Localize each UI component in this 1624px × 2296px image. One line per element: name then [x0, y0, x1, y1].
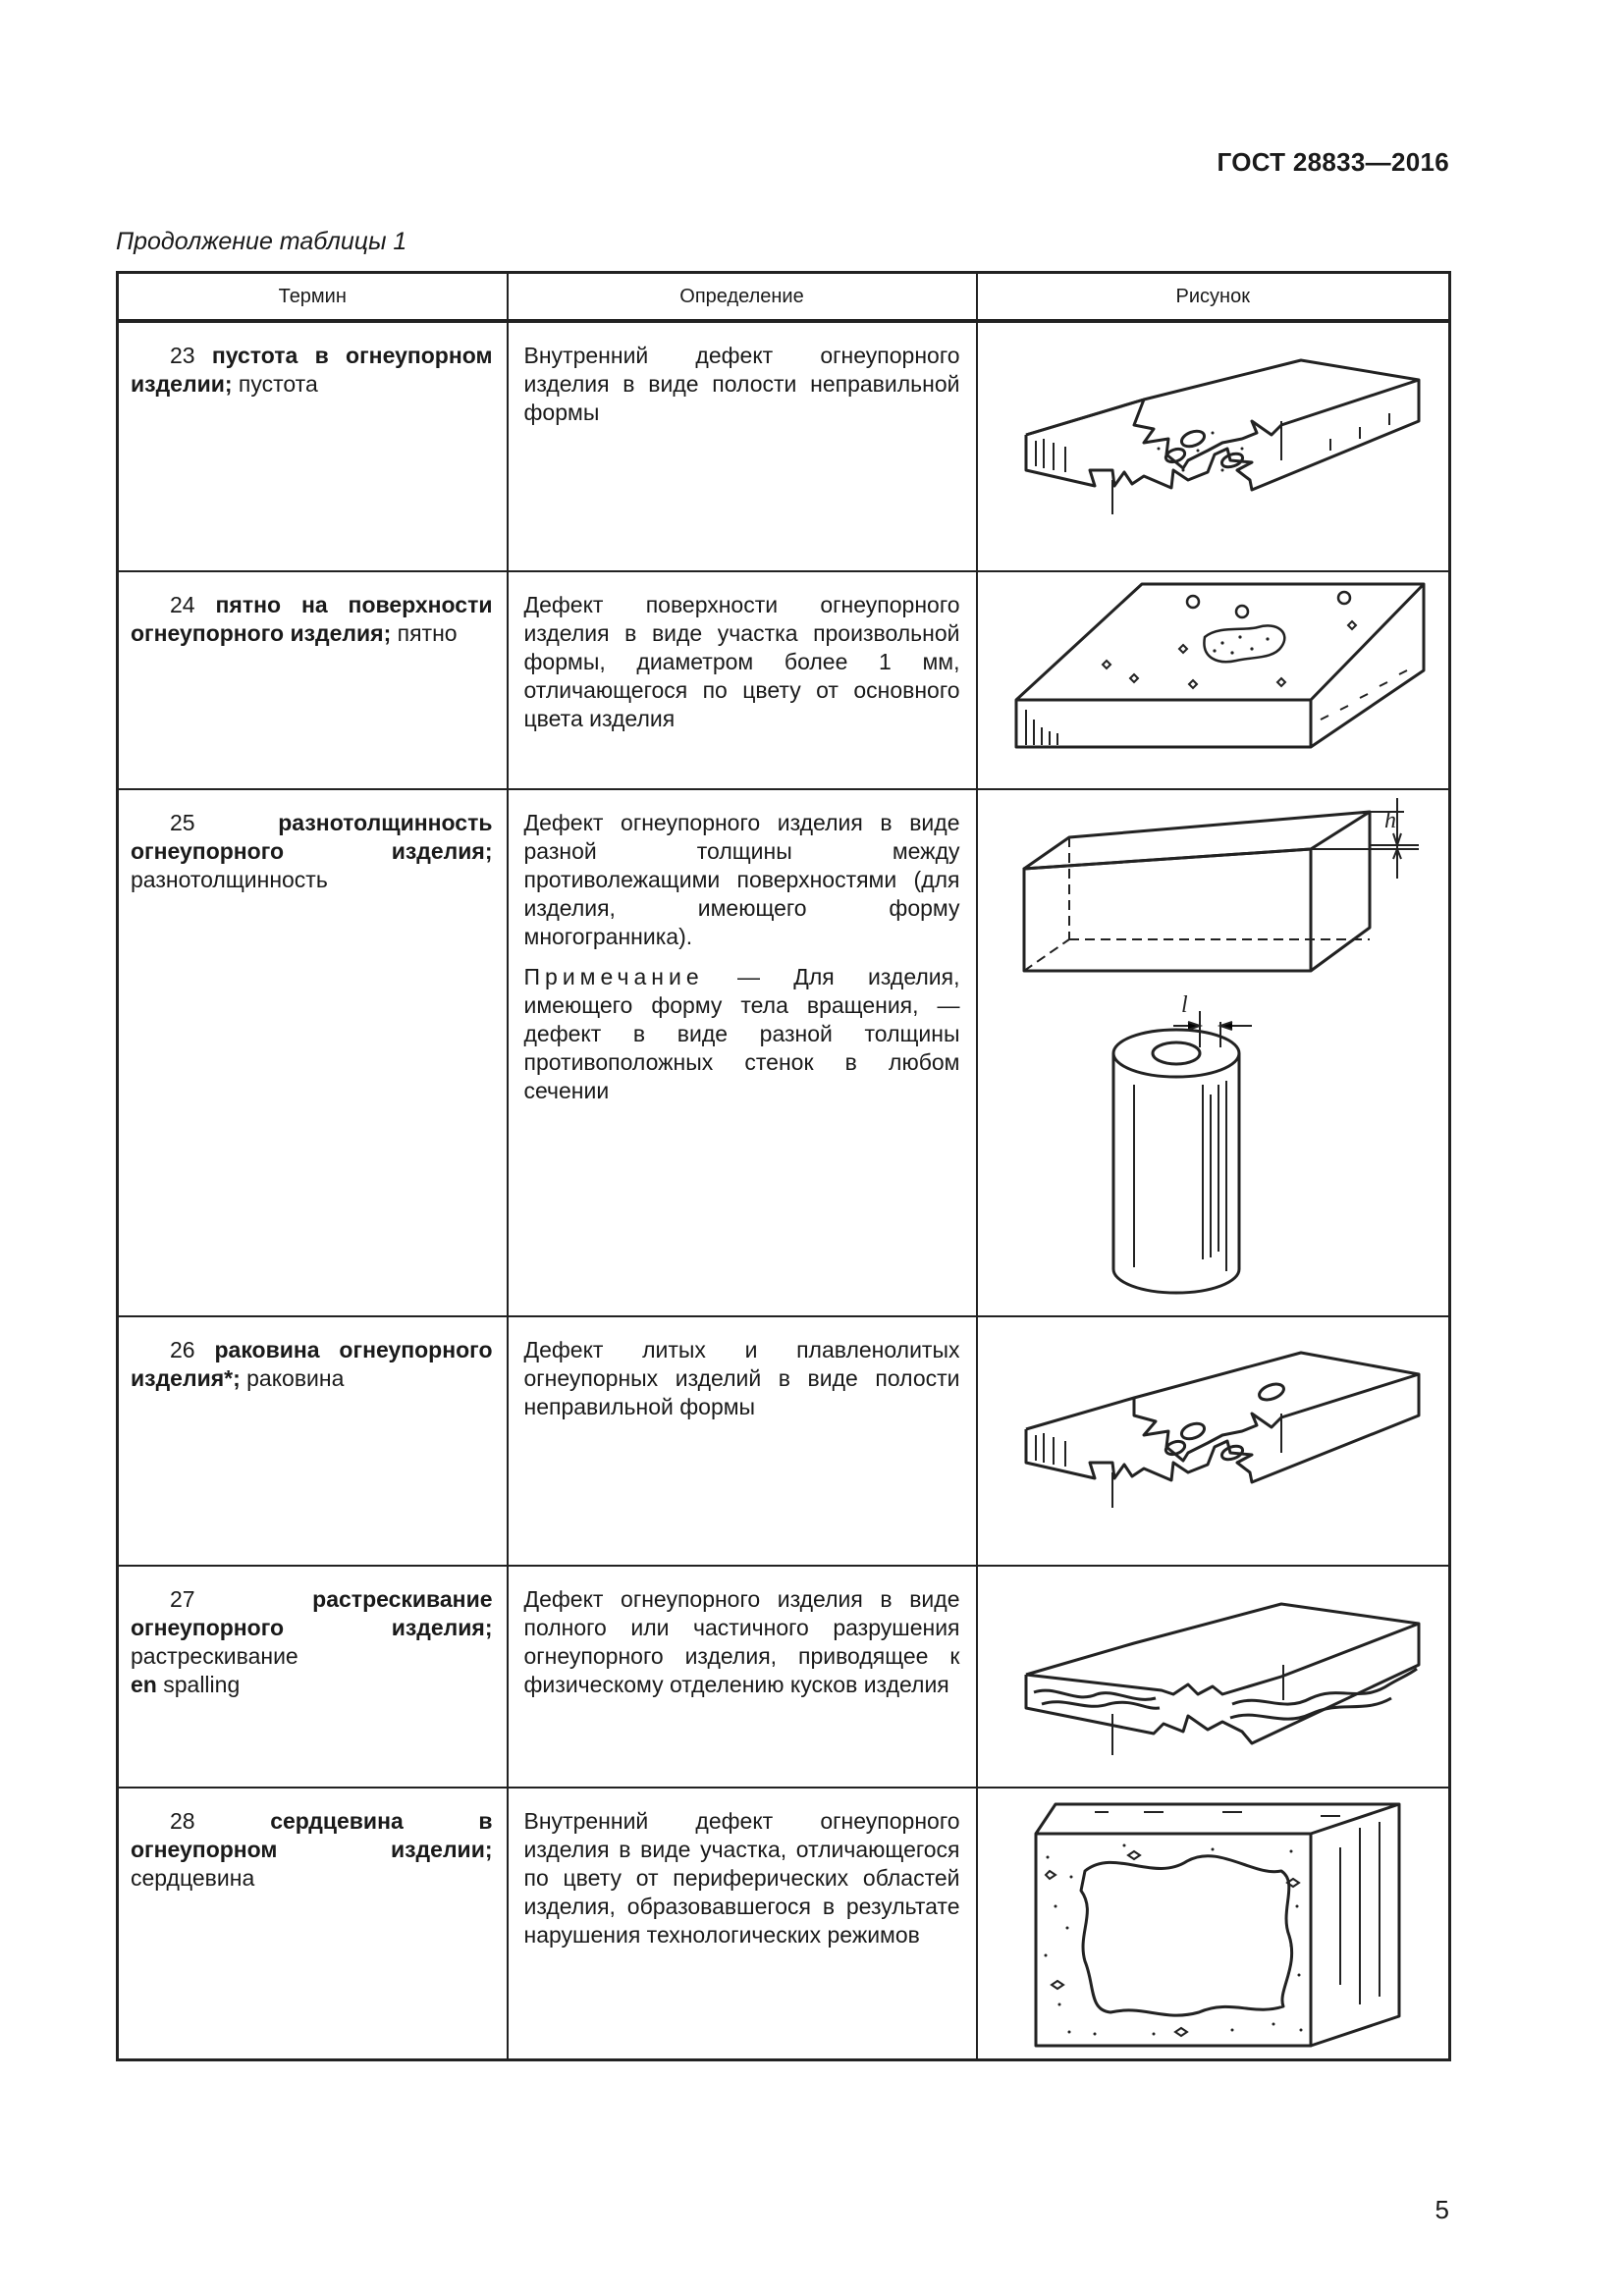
term-bold: пустота в огнеупорном изделии; [131, 343, 493, 397]
definition-cell [508, 321, 977, 571]
term-cell [118, 571, 508, 789]
term-number: 28 [170, 1808, 195, 1834]
definition-text: Внутренний дефект огнеупорного изделия в виде полости неправильной формы [523, 343, 960, 425]
dimension-l-label: l [1181, 992, 1188, 1018]
thickness-variation-icon [987, 790, 1438, 1301]
terms-table [116, 271, 1451, 2061]
term-bold: пятно на поверхности огнеупорного изделия; [131, 592, 493, 646]
column-header-definition: Определение [508, 273, 977, 322]
term-cell [118, 321, 508, 571]
term-bold: раковина огнеупорного изделия*; [131, 1337, 493, 1391]
term-number: 23 [170, 343, 195, 368]
column-header-term: Термин [118, 273, 508, 322]
term-number: 24 [170, 592, 195, 617]
term-bold: сердцевина в огнеупорном изделии; [131, 1808, 493, 1862]
definition-text: Дефект литых и плавленолитых огнеупорных изделий в виде полости неправильной формы [523, 1337, 960, 1419]
table-caption: Продолжение таблицы 1 [116, 228, 407, 255]
definition-cell [508, 1316, 977, 1566]
page-number: 5 [1435, 2195, 1449, 2224]
table-row [118, 789, 1450, 1316]
table-row [118, 1316, 1450, 1566]
note-text: — Для изделия, имеющего форму тела вращения, — дефект в виде разной толщины противоположных стенок в любом сечении [523, 964, 960, 1103]
definition-text: Дефект огнеупорного изделия в виде разной толщины между противолежащими поверхностями (для изделия, имеющего форму многогранника). [523, 810, 960, 949]
definition-cell [508, 1788, 977, 2059]
term-cell [118, 1316, 508, 1566]
term-cell [118, 1566, 508, 1788]
en-term: spalling [163, 1672, 241, 1697]
brick-cavity-icon [987, 1317, 1438, 1563]
term-synonym: разнотолщинность [131, 867, 328, 892]
figure-cell [977, 789, 1450, 1316]
brick-stain-icon [987, 572, 1438, 786]
table-row [118, 1566, 1450, 1788]
term-number: 27 [170, 1586, 195, 1612]
term-cell [118, 1788, 508, 2059]
term-bold: разнотолщинность огнеупорного изделия; [131, 810, 493, 864]
definition-text: Дефект огнеупорного изделия в виде полного или частичного разрушения огнеупорного изделия, приводящее к физическому отделению кусков изделия [523, 1586, 960, 1697]
term-cell [118, 789, 508, 1316]
dimension-h-label: h [1384, 808, 1397, 833]
definition-note [524, 963, 960, 1105]
brick-void-icon [987, 323, 1438, 569]
table-row [118, 571, 1450, 789]
figure-cell [977, 1566, 1450, 1788]
table-row [118, 321, 1450, 571]
standard-code: ГОСТ 28833—2016 [1217, 147, 1449, 177]
term-synonym: раковина [240, 1365, 345, 1391]
figure-cell [977, 321, 1450, 571]
term-synonym: пустота [232, 371, 318, 397]
definition-text: Внутренний дефект огнеупорного изделия в виде участка, отличающегося по цвету от периферических областей изделия, образовавшегося в результате нарушения технологических режимов [523, 1808, 960, 1948]
term-bold: растрескивание огнеупорного изделия; [131, 1586, 493, 1640]
term-synonym: пятно [391, 620, 458, 646]
figure-cell [977, 1788, 1450, 2059]
definition-text: Дефект поверхности огнеупорного изделия в виде участка произвольной формы, диаметром более 1 мм, отличающегося по цвету от основного цвета изделия [523, 592, 960, 731]
figure-cell [977, 571, 1450, 789]
en-label: en [131, 1672, 157, 1697]
term-number: 25 [170, 810, 195, 835]
figure-cell [977, 1316, 1450, 1566]
term-synonym: сердцевина [131, 1865, 255, 1891]
brick-spalling-icon [987, 1567, 1438, 1785]
table-row [118, 1788, 1450, 2059]
note-label: Примечание [523, 964, 704, 989]
column-header-figure: Рисунок [977, 273, 1450, 322]
definition-cell [508, 1566, 977, 1788]
term-number: 26 [170, 1337, 195, 1362]
definition-cell [508, 571, 977, 789]
term-synonym: растрескивание [131, 1643, 298, 1669]
brick-core-icon [987, 1789, 1438, 2056]
definition-cell [508, 789, 977, 1316]
table-header-row [118, 273, 1450, 322]
